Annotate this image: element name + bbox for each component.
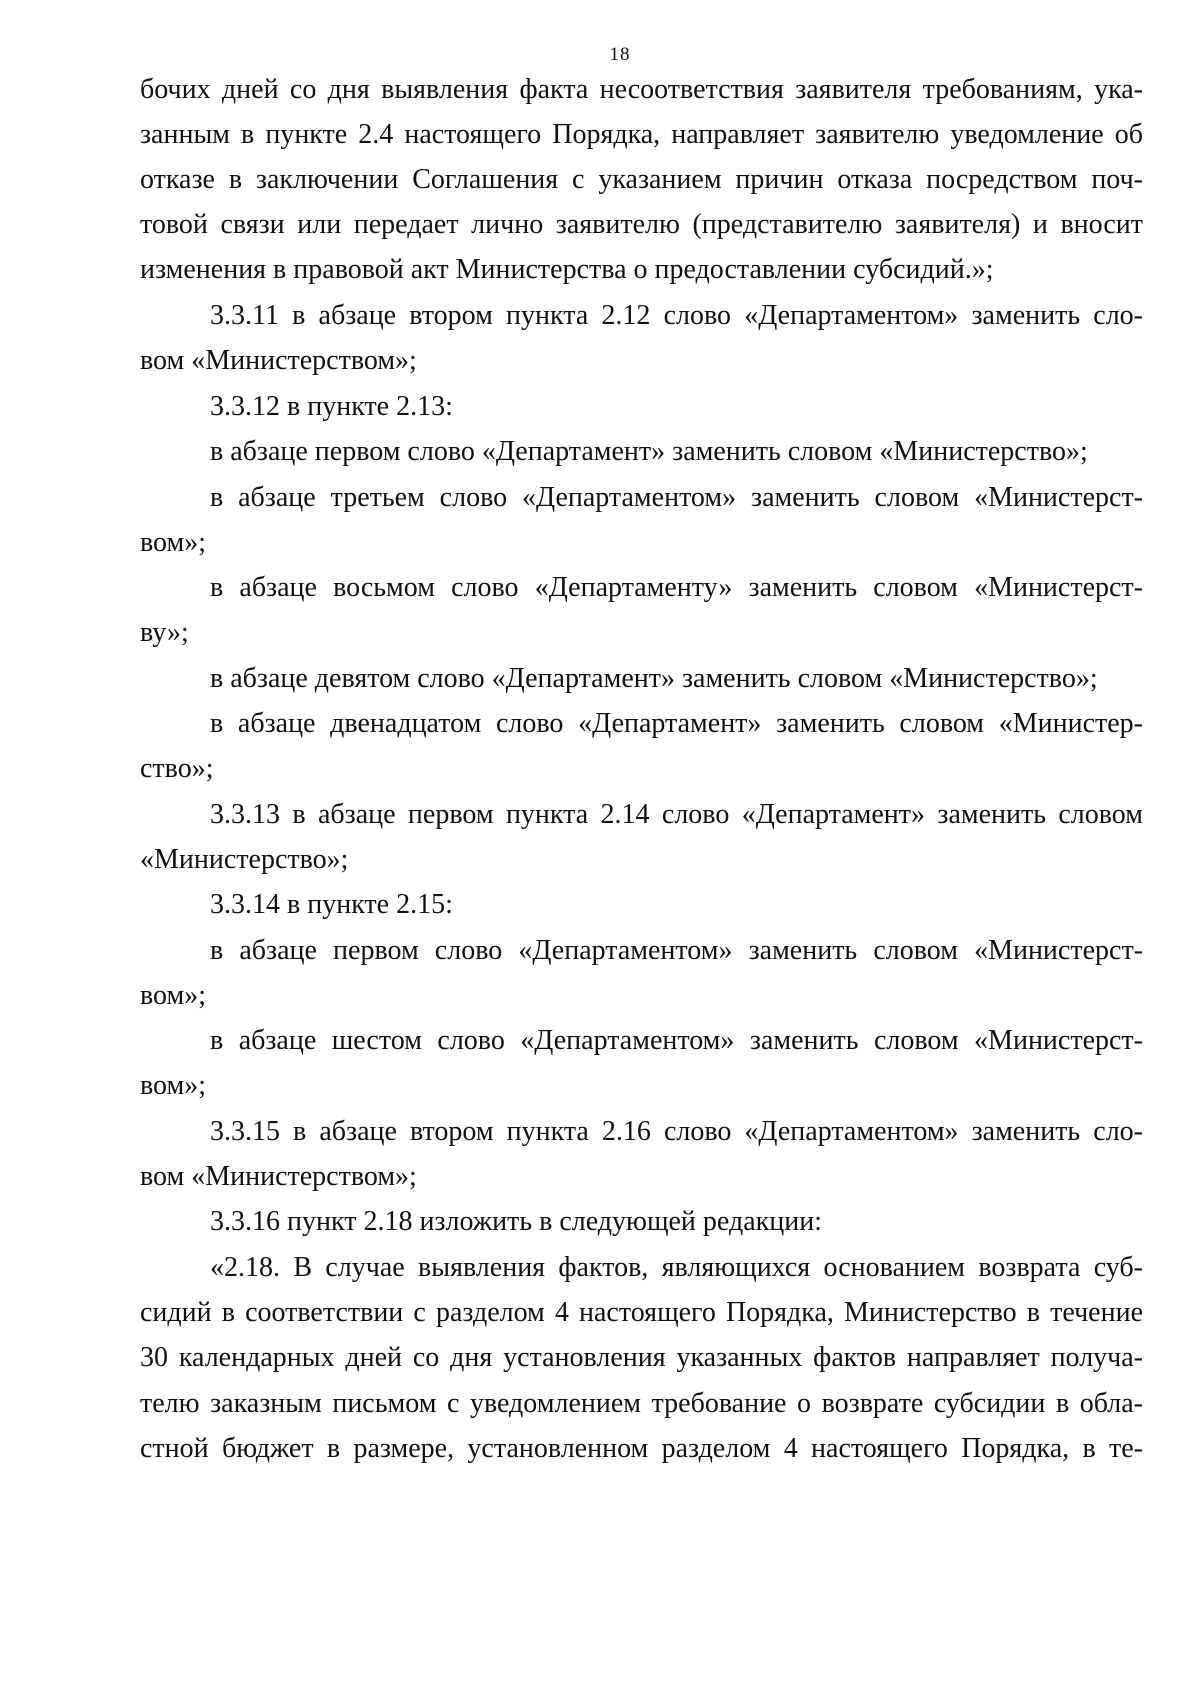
text-line: вом»;: [140, 1070, 206, 1101]
text-line: вом»;: [140, 980, 206, 1011]
page-number: 18: [609, 44, 631, 65]
text-line: 30 календарных дней со дня установления указанных фактов направляет получа-: [140, 1342, 1143, 1373]
text-line: в абзаце двенадцатом слово «Департамент» заменить словом «Министер-: [210, 708, 1143, 739]
text-line: изменения в правовой акт Министерства о предоставлении субсидий.»;: [140, 254, 994, 285]
text-line: товой связи или передает лично заявителю (представителю заявителя) и вносит: [140, 209, 1143, 240]
text-line: 3.3.16 пункт 2.18 изложить в следующей редакции:: [210, 1206, 822, 1237]
text-line: вом «Министерством»;: [140, 345, 417, 376]
text-line: ву»;: [140, 617, 189, 648]
text-line: 3.3.11 в абзаце втором пункта 2.12 слово «Департаментом» заменить сло-: [210, 300, 1143, 331]
text-line: 3.3.13 в абзаце первом пункта 2.14 слово «Департамент» заменить словом: [210, 799, 1143, 830]
text-line: в абзаце третьем слово «Департаментом» заменить словом «Министерст-: [210, 482, 1143, 513]
text-line: 3.3.15 в абзаце втором пункта 2.16 слово «Департаментом» заменить сло-: [210, 1116, 1143, 1147]
text-line: в абзаце шестом слово «Департаментом» заменить словом «Министерст-: [210, 1025, 1143, 1056]
text-line: 3.3.12 в пункте 2.13:: [210, 391, 453, 422]
text-line: вом»;: [140, 527, 206, 558]
text-line: ство»;: [140, 753, 214, 784]
text-line: 3.3.14 в пункте 2.15:: [210, 889, 453, 920]
text-line: «Министерство»;: [140, 844, 349, 875]
text-line: вом «Министерством»;: [140, 1161, 417, 1192]
text-line: телю заказным письмом с уведомлением требование о возврате субсидии в обла-: [140, 1388, 1143, 1419]
text-line: сидий в соответствии с разделом 4 настоящего Порядка, Министерство в течение: [140, 1297, 1143, 1328]
text-line: стной бюджет в размере, установленном разделом 4 настоящего Порядка, в те-: [140, 1433, 1143, 1464]
text-line: в абзаце девятом слово «Департамент» заменить словом «Министерство»;: [210, 663, 1098, 694]
text-line: «2.18. В случае выявления фактов, являющихся основанием возврата суб-: [210, 1252, 1143, 1283]
text-line: в абзаце восьмом слово «Департаменту» заменить словом «Министерст-: [210, 572, 1143, 603]
text-line: отказе в заключении Соглашения с указанием причин отказа посредством поч-: [140, 164, 1143, 195]
text-line: в абзаце первом слово «Департаментом» заменить словом «Министерст-: [210, 935, 1143, 966]
text-line: занным в пункте 2.4 настоящего Порядка, направляет заявителю уведомление об: [140, 119, 1143, 150]
text-line: бочих дней со дня выявления факта несоответствия заявителя требованиям, ука-: [140, 74, 1143, 105]
text-line: в абзаце первом слово «Департамент» заменить словом «Министерство»;: [210, 436, 1088, 467]
